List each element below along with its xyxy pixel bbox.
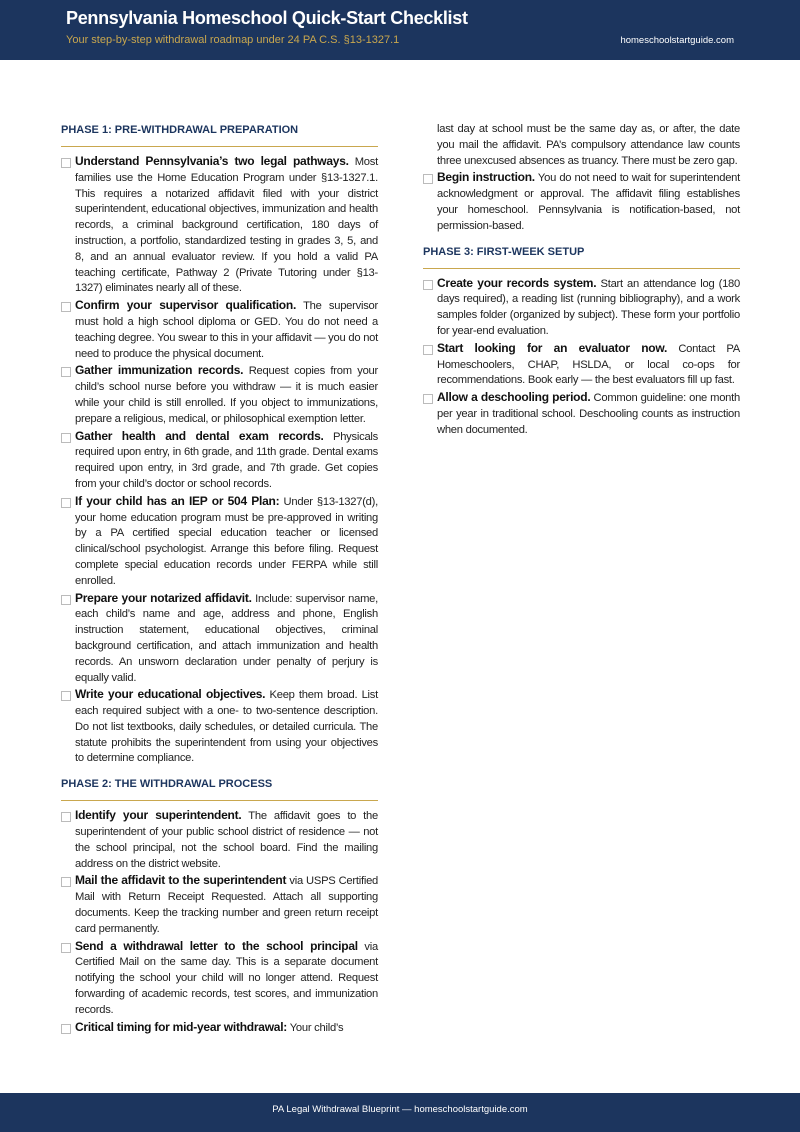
- checkbox-icon[interactable]: [423, 280, 433, 290]
- item-text: Include: supervisor name, each child’s name and age, address and phone, English instruction statement, educational objectives, criminal background certification, and attach immunization and health records. An unsworn declaration under penalty of perjury is equally valid.: [75, 592, 378, 684]
- page-title: Pennsylvania Homeschool Quick-Start Checklist: [66, 8, 468, 28]
- item-heading: Allow a deschooling period.: [437, 390, 591, 405]
- item-heading: Begin instruction.: [437, 170, 535, 185]
- item-text: Most families use the Home Education Program under §13-1327.1. This requires a notarized affidavit filed with your district superintendent, educational objectives, immunization and health records, a criminal background certification, 180 days of instruction, a portfolio, standardized testing in grades 3, 5, and 8, and an annual evaluator review. If you hold a valid PA teaching certificate, Pathway 2 (Private Tutoring under §13-1327) eliminates nearly all of these.: [75, 156, 378, 295]
- checklist-item: [61, 1020, 378, 1037]
- phase-divider: [423, 268, 740, 269]
- item-text: Your child’s: [287, 1021, 344, 1034]
- checklist-item: [61, 298, 378, 362]
- phase-heading: PHASE 3: FIRST-WEEK SETUP: [423, 245, 585, 258]
- item-text: Request copies from your child’s school nurse before you withdraw — it is much easier while your child is still enrolled. If you object to immunizations, prepare a religious, medical, or philosophical exemption letter.: [75, 365, 378, 425]
- item-heading: Understand Pennsylvania’s two legal pathways.: [75, 154, 349, 168]
- item-text: Common guideline: one month per year in traditional school. Deschooling counts as instruction when documented.: [437, 392, 740, 436]
- checkbox-icon[interactable]: [61, 595, 71, 605]
- item-text: Start an attendance log (180 days required), a reading list (running bibliography), and a work samples folder (organized by subject). These form your portfolio for year-end evaluation.: [437, 277, 740, 337]
- checklist-item: [61, 429, 378, 493]
- item-text: Contact PA Homeschoolers, CHAP, HSLDA, or local co-ops for recommendations. Book early — the best evaluators fill up fast.: [437, 342, 740, 387]
- checklist-item: [423, 390, 740, 438]
- item-heading: Create your records system.: [437, 275, 597, 290]
- item-text: Physicals required upon entry, in 6th grade, and 11th grade. Dental exams required upon entry, in 3rd grade, and 7th grade. Get copies from your child’s doctor or school records.: [75, 430, 378, 490]
- checklist-item: [61, 591, 378, 687]
- item-heading: Mail the affidavit to the superintendent: [75, 873, 287, 888]
- site-url: homeschoolstartguide.com: [620, 35, 734, 46]
- item-heading: Confirm your supervisor qualification.: [75, 298, 297, 313]
- checkbox-icon[interactable]: [61, 498, 71, 508]
- phase-heading: PHASE 2: THE WITHDRAWAL PROCESS: [61, 778, 273, 791]
- item-text-continued: last day at school must be the same day as, or after, the date you mail the affidavit. PA’s compulsory attendance law counts three unexcused absences as truancy. There must be zero gap.: [437, 123, 740, 167]
- checklist-item: [423, 341, 740, 389]
- phase-heading: PHASE 1: PRE-WITHDRAWAL PREPARATION: [61, 124, 299, 136]
- checkbox-icon[interactable]: [61, 433, 71, 443]
- checkbox-icon[interactable]: [61, 367, 71, 377]
- checkbox-icon[interactable]: [61, 812, 71, 822]
- checklist-item: [61, 494, 378, 590]
- page-footer: PA Legal Withdrawal Blueprint — homeschoolstartguide.com: [0, 1093, 800, 1132]
- checkbox-icon[interactable]: [61, 877, 71, 887]
- checkbox-icon[interactable]: [423, 345, 433, 355]
- right-column: [423, 122, 740, 440]
- checkbox-icon[interactable]: [61, 302, 71, 312]
- checkbox-icon[interactable]: [61, 943, 71, 953]
- checklist-item: [61, 687, 378, 767]
- item-heading: Prepare your notarized affidavit.: [75, 590, 252, 605]
- checklist-item: [423, 276, 740, 340]
- checklist-item: [61, 363, 378, 427]
- checkbox-icon[interactable]: [61, 691, 71, 701]
- item-text: via USPS Certified Mail with Return Receipt Requested. Attach all supporting documents. Keep the tracking number and green return receipt card permanently.: [75, 875, 379, 935]
- item-heading: Gather immunization records.: [75, 363, 244, 378]
- item-heading: Critical timing for mid-year withdrawal:: [75, 1019, 288, 1034]
- page-header: [0, 0, 800, 60]
- item-heading: Send a withdrawal letter to the school principal: [75, 938, 358, 953]
- item-heading: Gather health and dental exam records.: [75, 428, 324, 443]
- phase-divider: [61, 146, 378, 147]
- checklist-item: [61, 873, 378, 937]
- page-subtitle: Your step-by-step withdrawal roadmap under 24 PA C.S. §13-1327.1: [66, 34, 400, 46]
- checkbox-icon[interactable]: [423, 394, 433, 404]
- checklist-item: [61, 808, 378, 872]
- item-heading: Identify your superintendent.: [75, 808, 242, 823]
- checklist-item: [61, 939, 378, 1019]
- item-text: Keep them broad. List each required subject with a one- to two-sentence description. Do not list textbooks, daily schedules, or detailed curricula. The statute prohibits the superintendent from using your objectives to determine compliance.: [75, 689, 378, 765]
- item-text: via Certified Mail on the same day. This is a separate document notifying the school your child will no longer attend. Request forwarding of academic records, test scores, and immunization records.: [75, 940, 378, 1016]
- item-text: Under §13-1327(d), your home education program must be pre-approved in writing by a PA certified special education teacher or licensed clinical/school psychologist. Arrange this before filing. Request complete special education records under FERPA while still enrolled.: [75, 495, 378, 587]
- checkbox-icon[interactable]: [61, 1024, 71, 1034]
- checkbox-icon[interactable]: [61, 158, 71, 168]
- checklist-item: [423, 170, 740, 234]
- left-column: [61, 122, 378, 1037]
- item-heading: If your child has an IEP or 504 Plan:: [75, 493, 280, 508]
- phase-divider: [61, 800, 378, 801]
- checkbox-icon[interactable]: [423, 174, 433, 184]
- item-heading: Write your educational objectives.: [75, 687, 266, 702]
- item-text: You do not need to wait for superintendent acknowledgment or approval. The affidavit filing establishes your homeschool. Pennsylvania is notification-based, not permission-based.: [437, 172, 740, 232]
- item-heading: Start looking for an evaluator now.: [437, 340, 668, 355]
- item-text: The affidavit goes to the superintendent of your public school district of residence — not the school principal, not the school board. Find the mailing address on the district website.: [75, 810, 378, 870]
- item-text: The supervisor must hold a high school diploma or GED. You do not need a teaching degree. You swear to this in your affidavit — you do not need to produce the physical document.: [75, 300, 378, 360]
- checklist-item: [61, 154, 378, 297]
